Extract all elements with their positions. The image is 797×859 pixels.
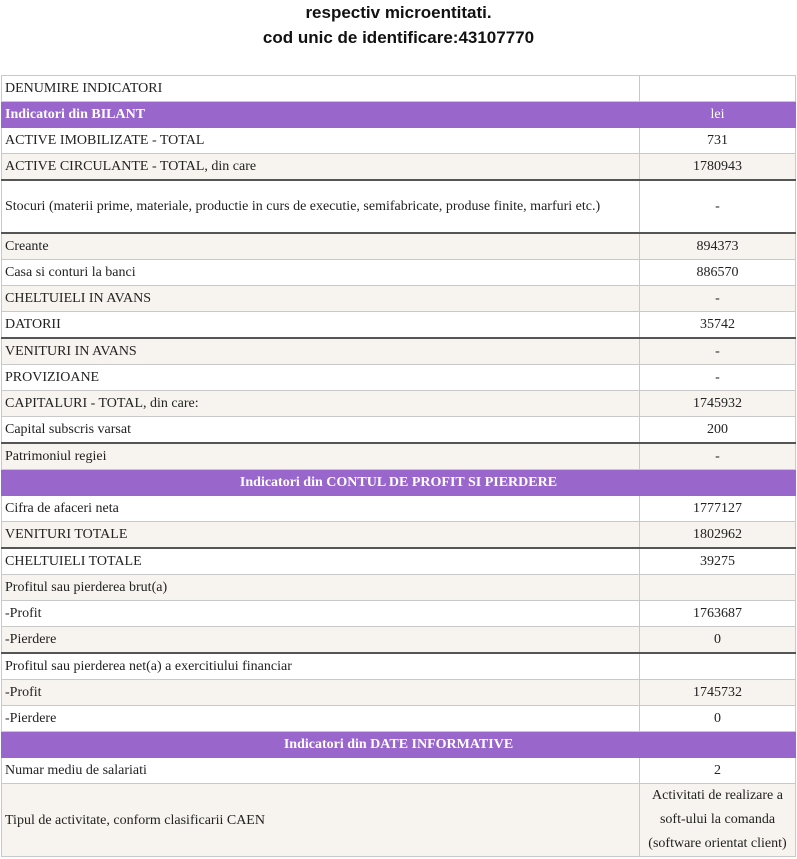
table-row xyxy=(2,233,796,260)
section-title: Indicatori din BILANT xyxy=(2,102,640,128)
row-label: Numar mediu de salariati xyxy=(2,758,640,784)
row-label: CAPITALURI - TOTAL, din care: xyxy=(2,391,640,417)
row-label: CHELTUIELI IN AVANS xyxy=(2,286,640,312)
row-value: 1780943 xyxy=(640,154,796,181)
table-row xyxy=(2,391,796,417)
row-label: Patrimoniul regiei xyxy=(2,443,640,470)
table-row xyxy=(2,758,796,784)
table-row xyxy=(2,154,796,181)
row-value: - xyxy=(640,180,796,233)
row-label: -Profit xyxy=(2,680,640,706)
row-label: PROVIZIOANE xyxy=(2,365,640,391)
row-value: - xyxy=(640,286,796,312)
row-value: - xyxy=(640,443,796,470)
row-value: 39275 xyxy=(640,548,796,575)
row-value: 1777127 xyxy=(640,496,796,522)
row-value: 2 xyxy=(640,758,796,784)
row-label: Profitul sau pierderea net(a) a exercitiului financiar xyxy=(2,653,640,680)
table-row xyxy=(2,180,796,233)
row-value xyxy=(640,653,796,680)
table-row xyxy=(2,338,796,365)
table-row xyxy=(2,706,796,732)
table-row xyxy=(2,286,796,312)
section-unit: lei xyxy=(640,102,796,128)
row-value: - xyxy=(640,338,796,365)
row-value: 0 xyxy=(640,706,796,732)
row-value: 886570 xyxy=(640,260,796,286)
row-label: Capital subscris varsat xyxy=(2,417,640,444)
header-line-1: respectiv microentitati. xyxy=(305,3,492,22)
table-row xyxy=(2,653,796,680)
table-header-row xyxy=(2,76,796,102)
table-row xyxy=(2,601,796,627)
row-label: -Pierdere xyxy=(2,706,640,732)
table-row xyxy=(2,627,796,654)
table-row xyxy=(2,496,796,522)
row-label: Creante xyxy=(2,233,640,260)
table-row xyxy=(2,575,796,601)
table-row xyxy=(2,365,796,391)
table-row xyxy=(2,417,796,444)
row-value: 731 xyxy=(640,128,796,154)
column-header-value xyxy=(640,76,796,102)
section-title: Indicatori din CONTUL DE PROFIT SI PIERDERE xyxy=(2,470,796,496)
section-title: Indicatori din DATE INFORMATIVE xyxy=(2,732,796,758)
row-value: 1745732 xyxy=(640,680,796,706)
row-value: 1802962 xyxy=(640,522,796,549)
table-row xyxy=(2,548,796,575)
section-bilant xyxy=(2,102,796,128)
column-header-label: DENUMIRE INDICATORI xyxy=(2,76,640,102)
section-date-informative xyxy=(2,732,796,758)
row-label: ACTIVE CIRCULANTE - TOTAL, din care xyxy=(2,154,640,181)
row-value: 0 xyxy=(640,627,796,654)
row-label: VENITURI TOTALE xyxy=(2,522,640,549)
row-label: -Pierdere xyxy=(2,627,640,654)
row-label: CHELTUIELI TOTALE xyxy=(2,548,640,575)
table-row xyxy=(2,784,796,857)
row-label: -Profit xyxy=(2,601,640,627)
row-label: VENITURI IN AVANS xyxy=(2,338,640,365)
row-label: Cifra de afaceri neta xyxy=(2,496,640,522)
section-profit-loss xyxy=(2,470,796,496)
table-row xyxy=(2,312,796,339)
row-label: ACTIVE IMOBILIZATE - TOTAL xyxy=(2,128,640,154)
row-value: 200 xyxy=(640,417,796,444)
row-value xyxy=(640,575,796,601)
table-row xyxy=(2,128,796,154)
row-label: Stocuri (materii prime, materiale, productie in curs de executie, semifabricate, produse finite, marfuri etc.) xyxy=(2,180,640,233)
row-value: - xyxy=(640,365,796,391)
row-value: 894373 xyxy=(640,233,796,260)
row-value: Activitati de realizare a soft-ului la comanda (software orientat client) xyxy=(640,784,796,857)
indicators-table xyxy=(1,75,796,857)
table-row xyxy=(2,680,796,706)
row-label: Profitul sau pierderea brut(a) xyxy=(2,575,640,601)
row-label: Tipul de activitate, conform clasificarii CAEN xyxy=(2,784,640,857)
row-value: 35742 xyxy=(640,312,796,339)
table-row xyxy=(2,260,796,286)
header-line-2: cod unic de identificare:43107770 xyxy=(262,28,535,47)
row-value: 1745932 xyxy=(640,391,796,417)
row-label: Casa si conturi la banci xyxy=(2,260,640,286)
row-value: 1763687 xyxy=(640,601,796,627)
row-label: DATORII xyxy=(2,312,640,339)
table-row xyxy=(2,522,796,549)
table-row xyxy=(2,443,796,470)
